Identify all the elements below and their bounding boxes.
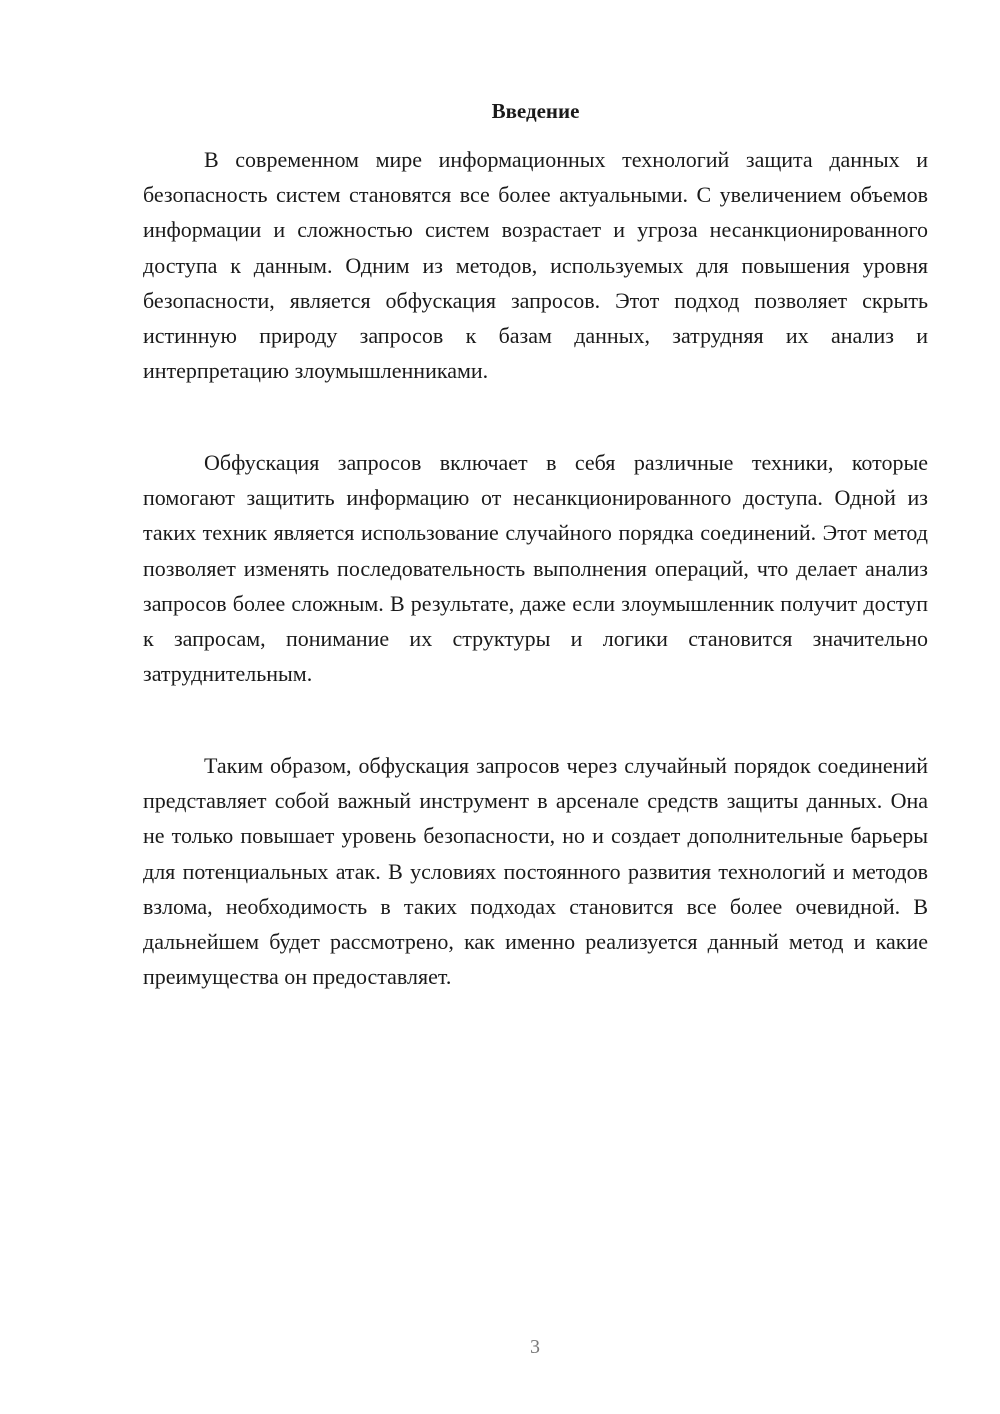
- paragraph-conclusion: Таким образом, обфускация запросов через случайный порядок соединений представляет собой важный инструмент в арсенале средств защиты данных. Она не только повышает уровень безопасности, но и создает дополнительные барьеры для потенциальных атак. В условиях постоянного развития технологий и методов взлома, необходимость в таких подходах становится все более очевидной. В дальнейшем будет рассмотрено, как именно реализуется данный метод и какие преимущества он предоставляет.: [143, 753, 928, 990]
- paragraph-techniques: Обфускация запросов включает в себя различные техники, которые помогают защитить информацию от несанкционированного доступа. Одной из таких техник является использование случайного порядка соединений. Этот метод позволяет изменять последовательность выполнения операций, что делает анализ запросов более сложным. В результате, даже если злоумышленник получит доступ к запросам, понимание их структуры и логики становится значительно затруднительным.: [143, 450, 928, 687]
- page-number: 3: [530, 1336, 540, 1358]
- paragraph-intro: В современном мире информационных технологий защита данных и безопасность систем становятся все более актуальными. С увеличением объемов информации и сложностью систем возрастает и угроза несанкционированного доступа к данным. Одним из методов, используемых для повышения уровня безопасности, является обфускация запросов. Этот подход позволяет скрыть истинную природу запросов к базам данных, затрудняя их анализ и интерпретацию злоумышленниками.: [143, 147, 928, 384]
- section-heading: Введение: [491, 99, 580, 123]
